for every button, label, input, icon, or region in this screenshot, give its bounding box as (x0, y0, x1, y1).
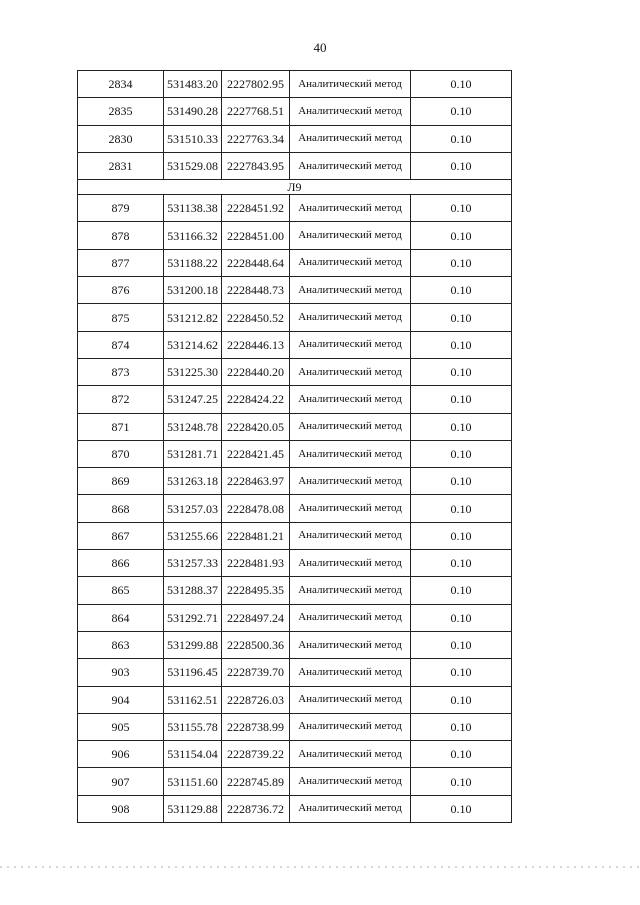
method-cell: Аналитический метод (290, 795, 411, 822)
table-row (78, 659, 512, 686)
coord-x-cell: 531155.78 (164, 713, 222, 740)
point-id-cell: 879 (78, 195, 164, 222)
method-cell: Аналитический метод (290, 659, 411, 686)
table-row (78, 795, 512, 822)
table-row (78, 686, 512, 713)
method-cell: Аналитический метод (290, 331, 411, 358)
point-id-cell: 866 (78, 550, 164, 577)
accuracy-cell: 0.10 (411, 195, 512, 222)
accuracy-cell: 0.10 (411, 98, 512, 125)
accuracy-cell: 0.10 (411, 550, 512, 577)
coord-x-cell: 531490.28 (164, 98, 222, 125)
point-id-cell: 872 (78, 386, 164, 413)
coord-x-cell: 531225.30 (164, 358, 222, 385)
accuracy-cell: 0.10 (411, 795, 512, 822)
method-cell: Аналитический метод (290, 550, 411, 577)
coord-y-cell: 2227802.95 (222, 71, 290, 98)
coord-y-cell: 2228736.72 (222, 795, 290, 822)
coord-y-cell: 2228420.05 (222, 413, 290, 440)
coord-y-cell: 2228448.73 (222, 277, 290, 304)
table-row (78, 413, 512, 440)
method-cell: Аналитический метод (290, 125, 411, 152)
scan-artifact-line (0, 866, 640, 868)
coord-y-cell: 2228481.93 (222, 550, 290, 577)
table-body-top (78, 71, 512, 180)
section-row-group (78, 180, 512, 195)
table-row (78, 358, 512, 385)
method-cell: Аналитический метод (290, 358, 411, 385)
point-id-cell: 867 (78, 522, 164, 549)
table-row (78, 468, 512, 495)
coord-x-cell: 531196.45 (164, 659, 222, 686)
coord-x-cell: 531200.18 (164, 277, 222, 304)
point-id-cell: 870 (78, 440, 164, 467)
point-id-cell: 906 (78, 741, 164, 768)
coord-x-cell: 531166.32 (164, 222, 222, 249)
coord-x-cell: 531162.51 (164, 686, 222, 713)
method-cell: Аналитический метод (290, 413, 411, 440)
coordinates-table (77, 70, 512, 823)
table-row (78, 277, 512, 304)
method-cell: Аналитический метод (290, 468, 411, 495)
coord-x-cell: 531529.08 (164, 152, 222, 179)
point-id-cell: 865 (78, 577, 164, 604)
accuracy-cell: 0.10 (411, 152, 512, 179)
coord-x-cell: 531257.03 (164, 495, 222, 522)
table-row (78, 331, 512, 358)
table-body-bottom (78, 195, 512, 823)
table-row (78, 522, 512, 549)
coord-x-cell: 531214.62 (164, 331, 222, 358)
table-row (78, 152, 512, 179)
accuracy-cell: 0.10 (411, 277, 512, 304)
method-cell: Аналитический метод (290, 195, 411, 222)
point-id-cell: 875 (78, 304, 164, 331)
method-cell: Аналитический метод (290, 222, 411, 249)
coord-x-cell: 531257.33 (164, 550, 222, 577)
accuracy-cell: 0.10 (411, 304, 512, 331)
coord-y-cell: 2228450.52 (222, 304, 290, 331)
point-id-cell: 2834 (78, 71, 164, 98)
accuracy-cell: 0.10 (411, 222, 512, 249)
accuracy-cell: 0.10 (411, 331, 512, 358)
coord-x-cell: 531212.82 (164, 304, 222, 331)
accuracy-cell: 0.10 (411, 495, 512, 522)
method-cell: Аналитический метод (290, 495, 411, 522)
method-cell: Аналитический метод (290, 98, 411, 125)
method-cell: Аналитический метод (290, 440, 411, 467)
coord-x-cell: 531248.78 (164, 413, 222, 440)
coord-y-cell: 2228446.13 (222, 331, 290, 358)
coord-y-cell: 2227763.34 (222, 125, 290, 152)
coord-y-cell: 2228463.97 (222, 468, 290, 495)
table-row (78, 741, 512, 768)
coord-y-cell: 2227843.95 (222, 152, 290, 179)
accuracy-cell: 0.10 (411, 468, 512, 495)
point-id-cell: 864 (78, 604, 164, 631)
coord-y-cell: 2228440.20 (222, 358, 290, 385)
accuracy-cell: 0.10 (411, 413, 512, 440)
table-row (78, 713, 512, 740)
coord-y-cell: 2228448.64 (222, 249, 290, 276)
table-row (78, 495, 512, 522)
coord-x-cell: 531263.18 (164, 468, 222, 495)
table-row (78, 440, 512, 467)
coord-y-cell: 2228739.70 (222, 659, 290, 686)
method-cell: Аналитический метод (290, 522, 411, 549)
point-id-cell: 871 (78, 413, 164, 440)
method-cell: Аналитический метод (290, 304, 411, 331)
table-row (78, 304, 512, 331)
coord-y-cell: 2228745.89 (222, 768, 290, 795)
table-row (78, 98, 512, 125)
table-row (78, 768, 512, 795)
accuracy-cell: 0.10 (411, 386, 512, 413)
table-row (78, 386, 512, 413)
point-id-cell: 904 (78, 686, 164, 713)
point-id-cell: 908 (78, 795, 164, 822)
page-number: 40 (313, 40, 327, 55)
method-cell: Аналитический метод (290, 71, 411, 98)
table-row (78, 249, 512, 276)
coord-y-cell: 2228495.35 (222, 577, 290, 604)
accuracy-cell: 0.10 (411, 249, 512, 276)
table-row (78, 125, 512, 152)
method-cell: Аналитический метод (290, 386, 411, 413)
coord-y-cell: 2228739.22 (222, 741, 290, 768)
method-cell: Аналитический метод (290, 249, 411, 276)
method-cell: Аналитический метод (290, 577, 411, 604)
method-cell: Аналитический метод (290, 713, 411, 740)
table-row (78, 604, 512, 631)
point-id-cell: 877 (78, 249, 164, 276)
point-id-cell: 905 (78, 713, 164, 740)
table-row (78, 631, 512, 658)
table-row (78, 195, 512, 222)
point-id-cell: 873 (78, 358, 164, 385)
method-cell: Аналитический метод (290, 277, 411, 304)
coord-x-cell: 531510.33 (164, 125, 222, 152)
point-id-cell: 878 (78, 222, 164, 249)
coord-y-cell: 2228726.03 (222, 686, 290, 713)
coord-x-cell: 531188.22 (164, 249, 222, 276)
accuracy-cell: 0.10 (411, 71, 512, 98)
coord-x-cell: 531255.66 (164, 522, 222, 549)
coord-y-cell: 2228421.45 (222, 440, 290, 467)
coord-y-cell: 2228738.99 (222, 713, 290, 740)
coord-x-cell: 531247.25 (164, 386, 222, 413)
point-id-cell: 2835 (78, 98, 164, 125)
accuracy-cell: 0.10 (411, 631, 512, 658)
method-cell: Аналитический метод (290, 604, 411, 631)
method-cell: Аналитический метод (290, 631, 411, 658)
accuracy-cell: 0.10 (411, 577, 512, 604)
point-id-cell: 2831 (78, 152, 164, 179)
table-row (78, 577, 512, 604)
coord-x-cell: 531299.88 (164, 631, 222, 658)
accuracy-cell: 0.10 (411, 358, 512, 385)
point-id-cell: 903 (78, 659, 164, 686)
accuracy-cell: 0.10 (411, 741, 512, 768)
accuracy-cell: 0.10 (411, 713, 512, 740)
method-cell: Аналитический метод (290, 768, 411, 795)
coord-x-cell: 531483.20 (164, 71, 222, 98)
coord-x-cell: 531138.38 (164, 195, 222, 222)
table-row (78, 71, 512, 98)
method-cell: Аналитический метод (290, 152, 411, 179)
coord-x-cell: 531281.71 (164, 440, 222, 467)
table-row (78, 222, 512, 249)
accuracy-cell: 0.10 (411, 440, 512, 467)
point-id-cell: 869 (78, 468, 164, 495)
point-id-cell: 868 (78, 495, 164, 522)
coord-y-cell: 2228478.08 (222, 495, 290, 522)
section-label: Л9 (78, 180, 512, 195)
coord-y-cell: 2227768.51 (222, 98, 290, 125)
coord-x-cell: 531154.04 (164, 741, 222, 768)
coord-x-cell: 531129.88 (164, 795, 222, 822)
coord-y-cell: 2228481.21 (222, 522, 290, 549)
coord-x-cell: 531288.37 (164, 577, 222, 604)
coord-y-cell: 2228497.24 (222, 604, 290, 631)
table-row (78, 550, 512, 577)
point-id-cell: 907 (78, 768, 164, 795)
accuracy-cell: 0.10 (411, 522, 512, 549)
coord-y-cell: 2228451.00 (222, 222, 290, 249)
accuracy-cell: 0.10 (411, 659, 512, 686)
point-id-cell: 863 (78, 631, 164, 658)
accuracy-cell: 0.10 (411, 686, 512, 713)
point-id-cell: 876 (78, 277, 164, 304)
point-id-cell: 874 (78, 331, 164, 358)
coord-x-cell: 531292.71 (164, 604, 222, 631)
coord-y-cell: 2228500.36 (222, 631, 290, 658)
coord-x-cell: 531151.60 (164, 768, 222, 795)
accuracy-cell: 0.10 (411, 604, 512, 631)
coord-y-cell: 2228451.92 (222, 195, 290, 222)
section-row (78, 180, 512, 195)
coord-y-cell: 2228424.22 (222, 386, 290, 413)
accuracy-cell: 0.10 (411, 768, 512, 795)
method-cell: Аналитический метод (290, 741, 411, 768)
accuracy-cell: 0.10 (411, 125, 512, 152)
point-id-cell: 2830 (78, 125, 164, 152)
method-cell: Аналитический метод (290, 686, 411, 713)
